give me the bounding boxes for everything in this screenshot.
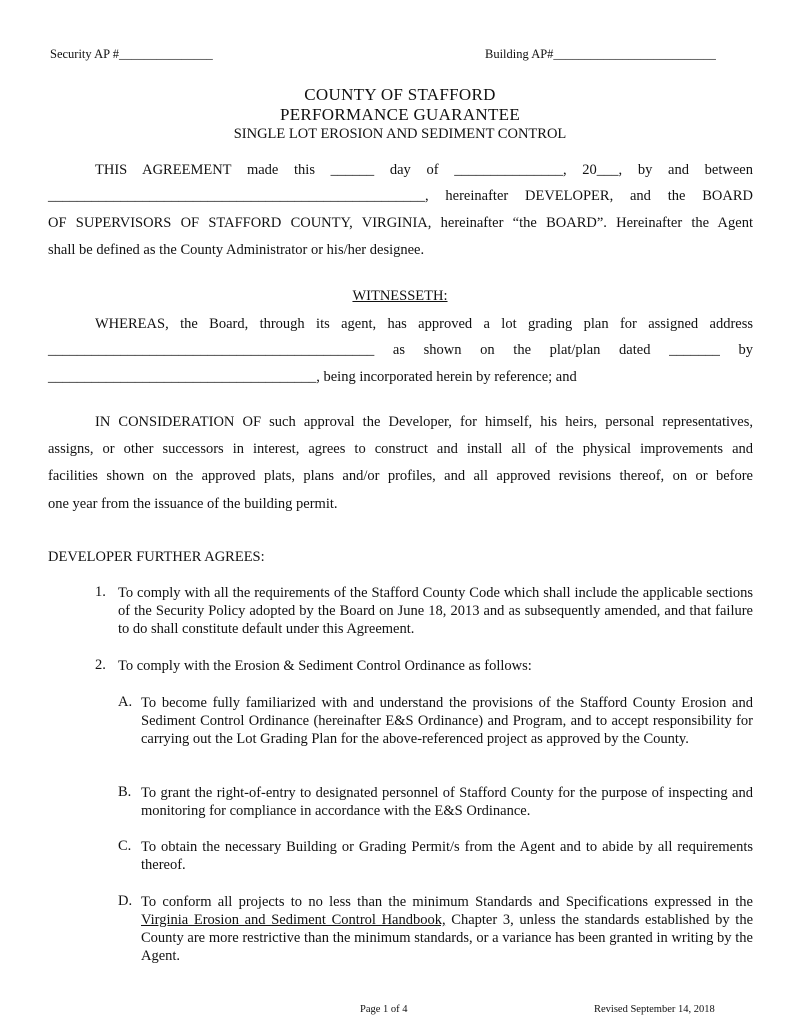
subitem-a-letter: A. bbox=[118, 694, 133, 710]
subitem-a-text: To become fully familiarized with and understand the provisions of the Stafford County Erosion and Sediment Control Ordinance (hereinafter E&S Ordinance) and Program, and to accept responsibility for carrying out the Lot Grading Plan for the above-referenced project as approved by the County. bbox=[141, 695, 753, 747]
intro-line-4: shall be defined as the County Administrator or his/her designee. bbox=[48, 242, 425, 258]
item-2-text: To comply with the Erosion & Sediment Control Ordinance as follows: bbox=[118, 658, 532, 674]
subitem-d-text-end: Chapter 3, unless the standards established by the County are more restrictive than the minimum standards, or a variance has been granted in writing by the Agent. bbox=[141, 912, 754, 964]
consideration-line-3: facilities shown on the approved plats, plans and/or profiles, and all approved revisions thereof, on or before bbox=[48, 468, 753, 484]
intro-line-3: OF SUPERVISORS OF STAFFORD COUNTY, VIRGINIA, hereinafter “the BOARD”. Hereinafter the Agent bbox=[48, 215, 753, 231]
further-agrees-heading: DEVELOPER FURTHER AGREES: bbox=[48, 549, 265, 565]
security-ap-field: Security AP #_______________ bbox=[50, 47, 213, 61]
subitem-b-letter: B. bbox=[118, 784, 132, 800]
subitem-c-text: To obtain the necessary Building or Grading Permit/s from the Agent and to abide by all requirements thereof. bbox=[141, 839, 753, 873]
whereas-line-3: _____________________________________, being incorporated herein by reference; and bbox=[48, 369, 577, 385]
title-subtitle: SINGLE LOT EROSION AND SEDIMENT CONTROL bbox=[233, 126, 567, 142]
handbook-title: Virginia Erosion and Sediment Control Handbook, bbox=[141, 912, 446, 928]
title-county: COUNTY OF STAFFORD bbox=[304, 85, 496, 104]
subitem-d-letter: D. bbox=[118, 893, 133, 909]
intro-line-2: ____________________________________________________, hereinafter DEVELOPER, and the BOARD bbox=[48, 188, 753, 204]
witnesseth-heading: WITNESSETH: bbox=[352, 288, 448, 304]
whereas-line-2: _____________________________________________ as shown on the plat/plan dated _______ by bbox=[48, 342, 753, 358]
consideration-line-4: one year from the issuance of the building permit. bbox=[48, 496, 338, 512]
whereas-line-1: WHEREAS, the Board, through its agent, has approved a lot grading plan for assigned address bbox=[95, 316, 753, 332]
subitem-c-letter: C. bbox=[118, 838, 132, 854]
intro-line-1: THIS AGREEMENT made this ______ day of _______________, 20___, by and between bbox=[95, 162, 753, 178]
subitem-d-text-start: To conform all projects to no less than the minimum Standards and Specifications expressed in the bbox=[141, 894, 753, 910]
subitem-d-text bbox=[141, 893, 753, 965]
page-number: Page 1 of 4 bbox=[360, 1004, 408, 1015]
consideration-line-1: IN CONSIDERATION OF such approval the Developer, for himself, his heirs, personal representatives, bbox=[95, 414, 753, 430]
title-performance-guarantee: PERFORMANCE GUARANTEE bbox=[279, 105, 521, 124]
revision-date: Revised September 14, 2018 bbox=[594, 1004, 715, 1015]
item-1-text: To comply with all the requirements of the Stafford County Code which shall include the applicable sections of the Security Policy adopted by the Board on June 18, 2013 and as subsequently amended, and that failure to do shall constitute default under this Agreement. bbox=[118, 585, 753, 637]
subitem-b-text: To grant the right-of-entry to designated personnel of Stafford County for the purpose of inspecting and monitoring for compliance in accordance with the E&S Ordinance. bbox=[141, 785, 753, 819]
consideration-line-2: assigns, or other successors in interest, agrees to construct and install all of the physical improvements and bbox=[48, 441, 753, 457]
item-1-number: 1. bbox=[95, 584, 106, 600]
building-ap-field: Building AP#__________________________ bbox=[485, 47, 716, 61]
item-2-number: 2. bbox=[95, 657, 106, 673]
